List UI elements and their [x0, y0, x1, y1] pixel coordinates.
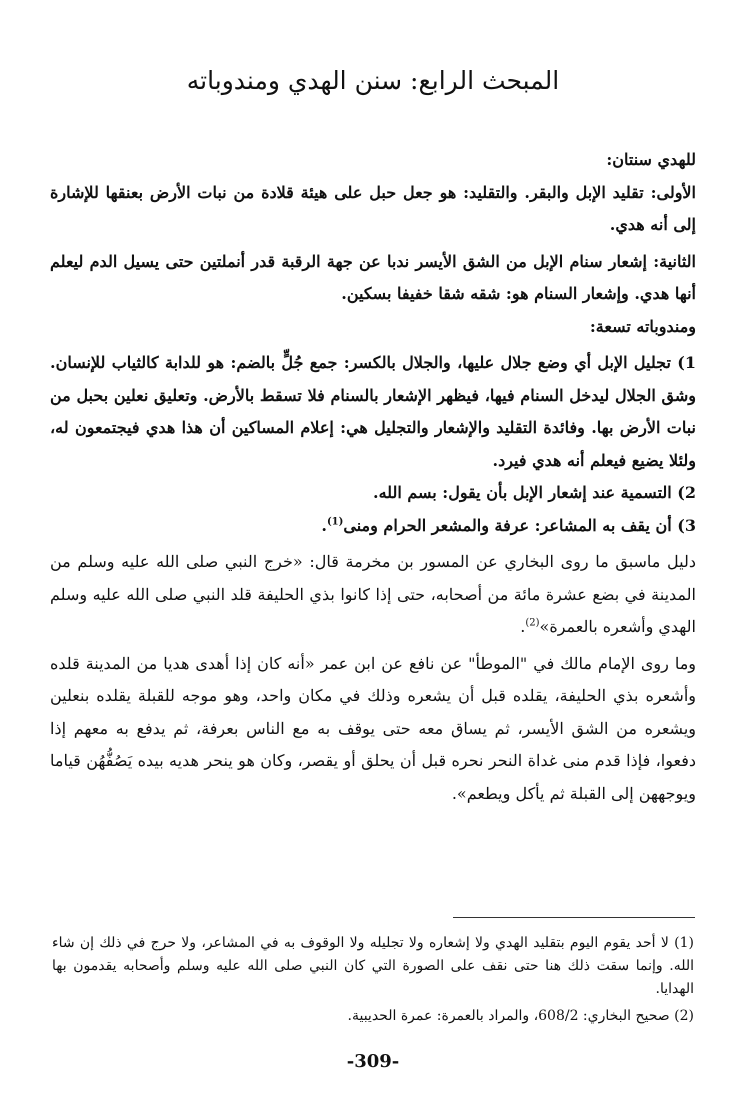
- paragraph-recommended-1: 1) تجليل الإبل أي وضع جلال عليها، والجلال بالكسر: جمع جُلٍّ بالضم: هو للدابة كالثياب للإنسان. وشق الجلال ليدخل السنام فيها، فيظهر الإشعار بالسنام فلا تسقط بالأرض. وتعليق نعلين بحبل من نبات الأرض بها. وفائدة التقليد والإشعار والتجليل هي: إعلام المساكين أن هذا هدي فيجتمعون له، ولئلا يضيع فيعلم أنه هدي فيرد.: [50, 353, 696, 470]
- paragraph-first-sunna: الأولى: تقليد الإبل والبقر. والتقليد: هو جعل حبل على هيئة قلادة من نبات الأرض بعنقها للإشارة إلى أنه هدي.: [50, 182, 696, 234]
- paragraph-recommended-intro: ومندوباته تسعة:: [589, 316, 696, 336]
- recommended-3-text: 3) أن يقف به المشاعر: عرفة والمشعر الحرام ومنى: [343, 515, 696, 535]
- paragraph-sunan-intro: للهدي سنتان:: [606, 150, 696, 169]
- footnote-ref-2[interactable]: (2): [525, 617, 540, 629]
- page-number: -309-: [346, 1051, 400, 1072]
- paragraph-second-sunna: الثانية: إشعار سنام الإبل من الشق الأيسر ندبا عن جهة الرقبة قدر أنملتين حتى يسيل الدم ليعلم أنها هدي. وإشعار السنام هو: شقه شقا خفيفا بسكين.: [50, 251, 696, 303]
- footnote-ref-1[interactable]: (1): [326, 516, 344, 528]
- footnotes: [52, 932, 694, 1028]
- section-title: المبحث الرابع: سنن الهدي ومندوباته: [186, 66, 560, 95]
- bukhari-evidence-text: دليل ماسبق ما روى البخاري عن المسور بن مخرمة قال: «خرج النبي صلى الله عليه وسلم من المدينة في بضع عشرة مائة من أصحابه، حتى إذا كانوا بذي الحليفة قلد النبي صلى الله عليه وسلم الهدي وأشعره بالعمرة»: [50, 552, 696, 636]
- paragraph-bukhari-evidence: دليل ماسبق ما روى البخاري عن المسور بن مخرمة قال: «خرج النبي صلى الله عليه وسلم من المدينة في بضع عشرة مائة من أصحابه، حتى إذا كانوا بذي الحليفة قلد النبي صلى الله عليه وسلم الهدي وأشعره بالعمرة»$^{(2)}$.: [50, 552, 696, 636]
- paragraph-recommended-3: 3) أن يقف به المشاعر: عرفة والمشعر الحرام ومنى$^{(1)}$.: [321, 515, 696, 535]
- footnote-1: (1) لا أحد يقوم اليوم بتقليد الهدي ولا إشعاره ولا تجليله ولا الوقوف به في المشاعر، ولا حرج في ذلك إن شاء الله. وإنما سقت ذلك هنا حتى نقف على الصورة التي كان النبي صلى الله عليه وسلم وأصحابه يقدمون بها الهدايا.: [52, 935, 694, 997]
- footnote-separator: [453, 917, 695, 918]
- main-text: [50, 144, 696, 810]
- paragraph-recommended-2: 2) التسمية عند إشعار الإبل بأن يقول: بسم الله.: [373, 483, 696, 502]
- paragraph-malik-evidence: وما روى الإمام مالك في "الموطأ" عن نافع عن ابن عمر «أنه كان إذا أهدى هديا من المدينة قلده وأشعره بذي الحليفة، يقلده قبل أن يشعره وذلك في مكان واحد، وهو موجه للقبلة يقلده بنعلين ويشعره من الشق الأيسر، ثم يساق معه حتى يوقف به مع الناس بعرفة، ثم يدفع به معهم إذا دفعوا، فإذا قدم منى غداة النحر نحره قبل أن يحلق أو يقصر، وكان هو ينحر هديه بيده يَصُفُّهُن قياما ويوجههن إلى القبلة ثم يأكل ويطعم».: [50, 653, 696, 803]
- footnote-2: (2) صحيح البخاري: 608/2، والمراد بالعمرة: عمرة الحديبية.: [347, 1008, 694, 1024]
